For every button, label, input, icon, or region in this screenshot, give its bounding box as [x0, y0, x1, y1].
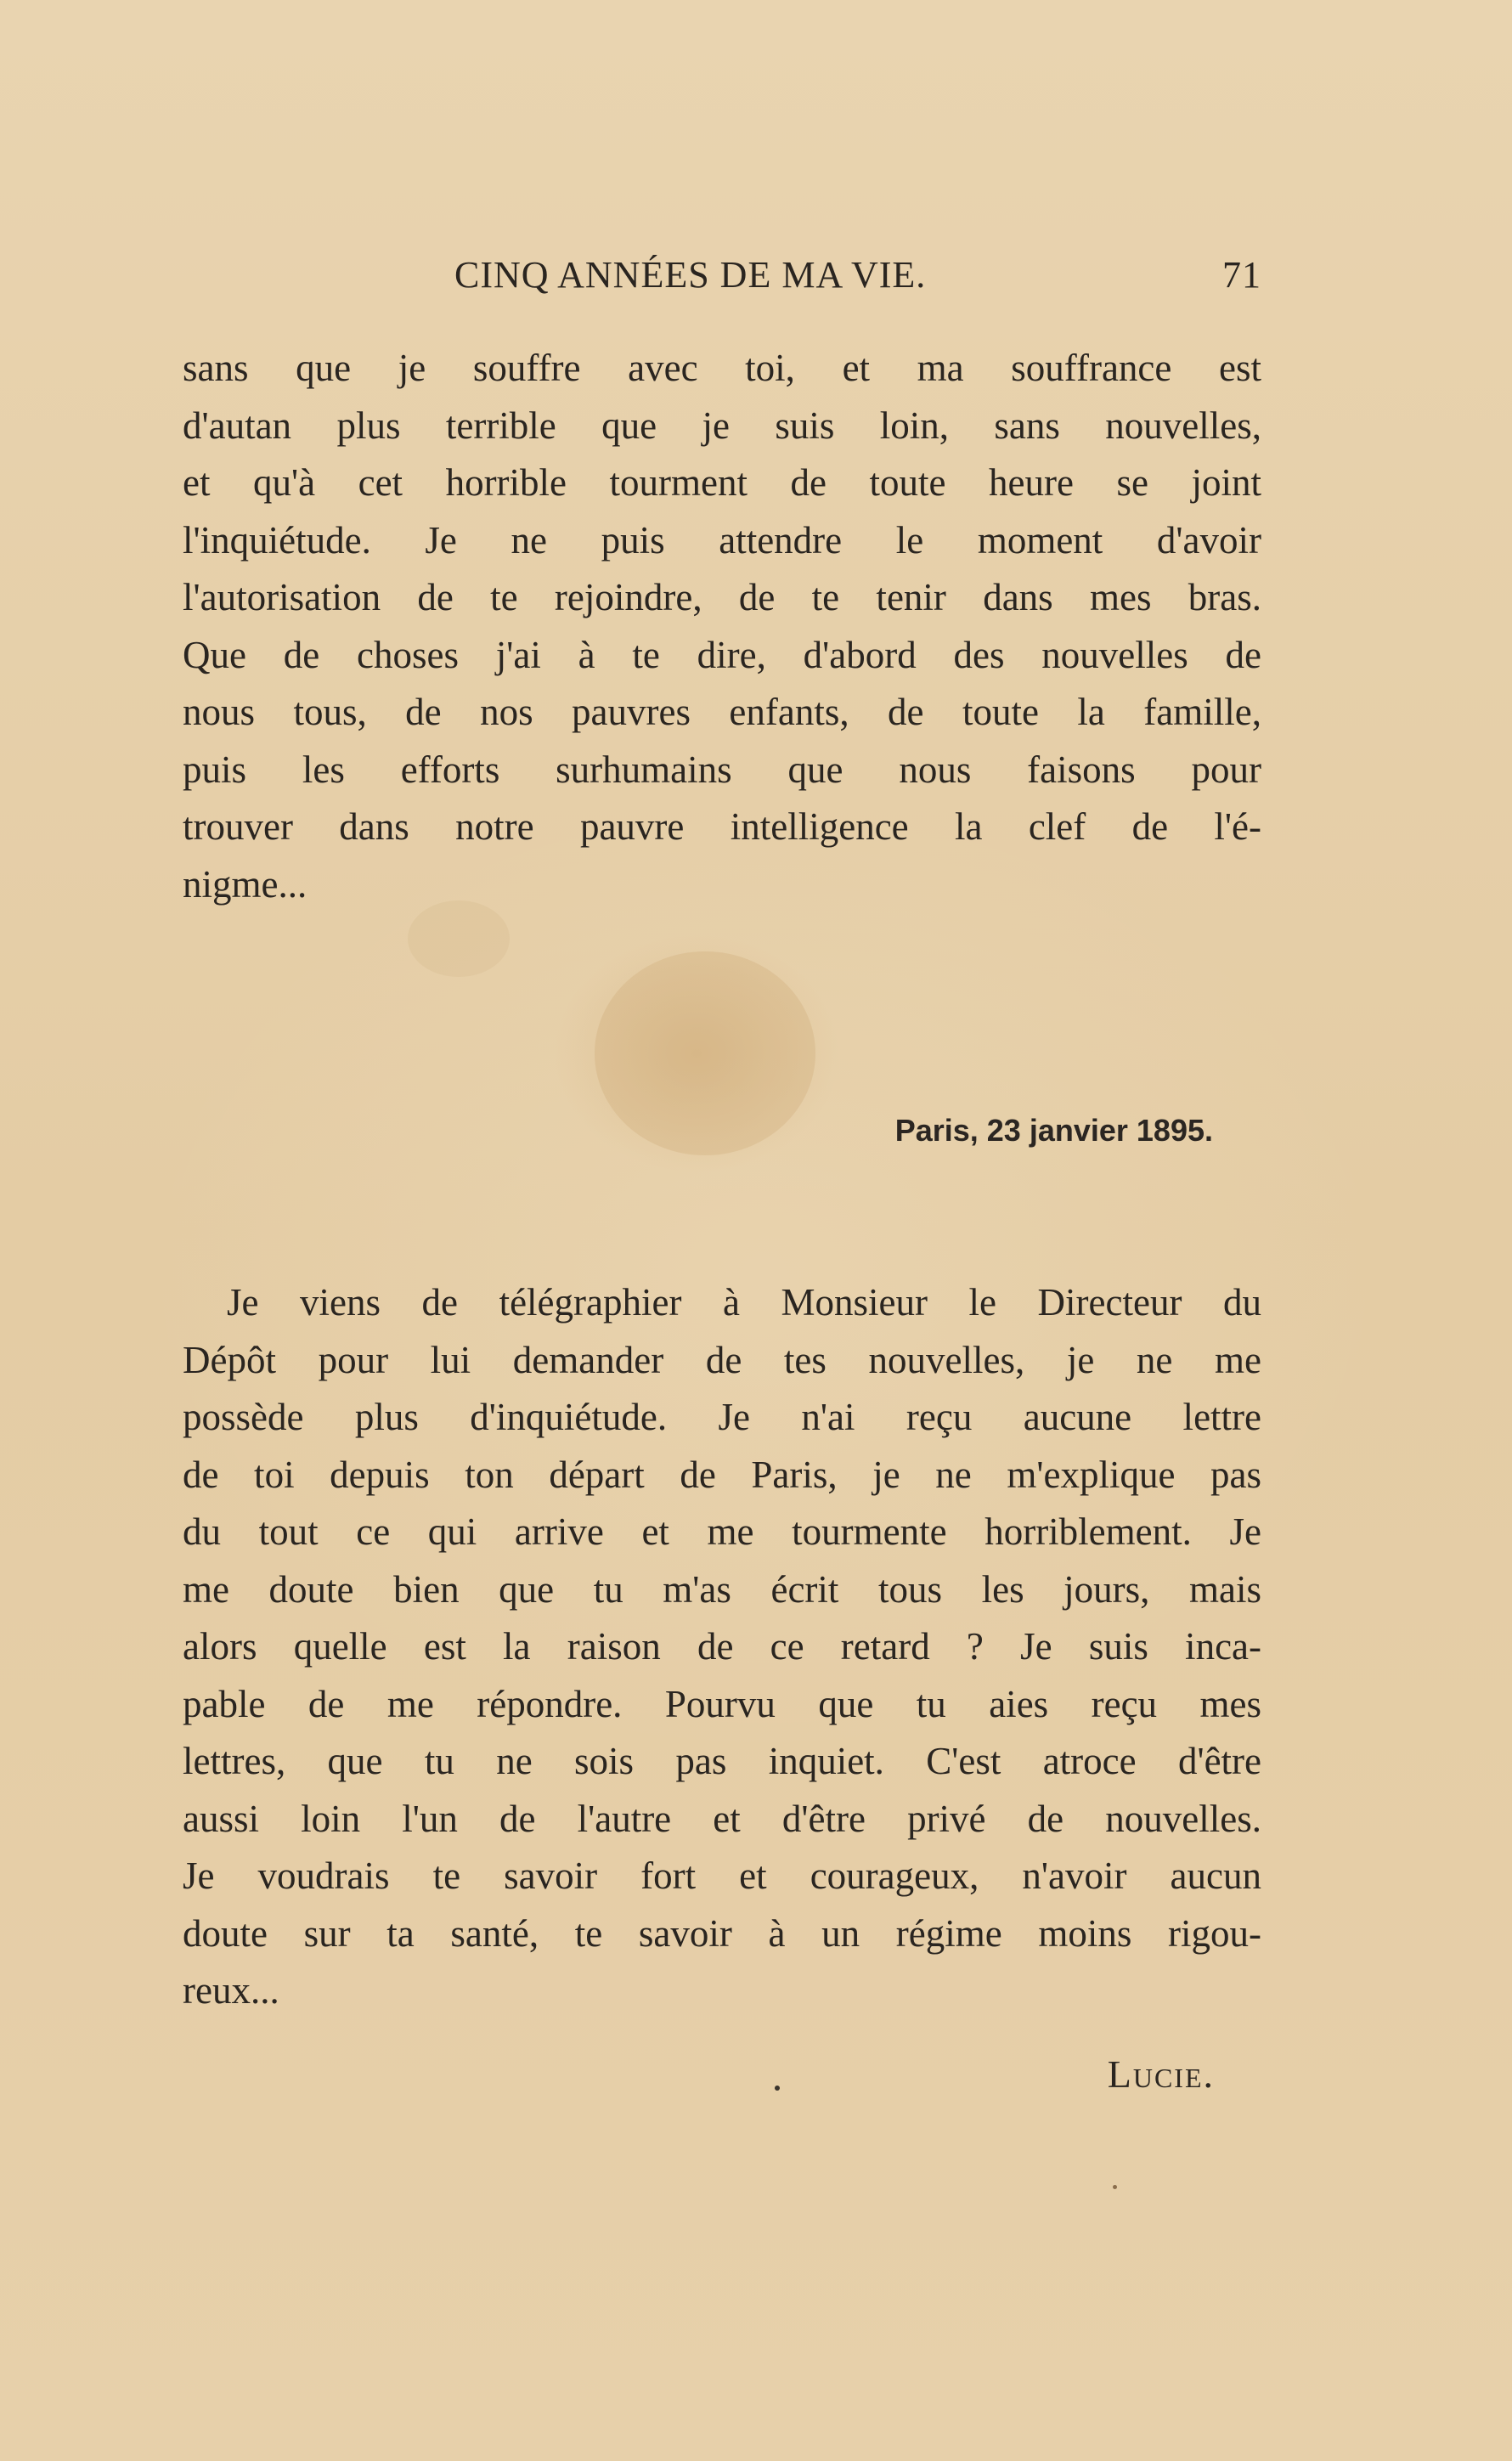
- text-line: lettres, que tu ne sois pas inquiet. C'est atroce d'être: [183, 1740, 1261, 1782]
- text-line: l'inquiétude. Je ne puis attendre le moment d'avoir: [183, 518, 1261, 562]
- text-line: nigme...: [183, 862, 307, 906]
- text-line: Je viens de télégraphier à Monsieur le Directeur du: [227, 1281, 1261, 1324]
- text-line: pable de me répondre. Pourvu que tu aies reçu mes: [183, 1682, 1261, 1725]
- text-line: et qu'à cet horrible tourment de toute heure se joint: [183, 461, 1261, 504]
- text-line: possède plus d'inquiétude. Je n'ai reçu aucune lettre: [183, 1396, 1261, 1438]
- paper-stain: [595, 951, 815, 1155]
- ink-speck: [1113, 2185, 1117, 2189]
- text-line: sans que je souffre avec toi, et ma souffrance est: [183, 347, 1261, 389]
- letter-dateline: Paris, 23 janvier 1895.: [894, 1113, 1213, 1148]
- text-line: Dépôt pour lui demander de tes nouvelles, je ne me: [183, 1338, 1261, 1381]
- ink-speck: [775, 2086, 780, 2091]
- text-line: me doute bien que tu m'as écrit tous les jours, mais: [183, 1567, 1261, 1611]
- text-line: de toi depuis ton départ de Paris, je ne m'explique pas: [183, 1453, 1261, 1496]
- text-line: doute sur ta santé, te savoir à un régime moins rigou-: [183, 1911, 1261, 1955]
- text-line: du tout ce qui arrive et me tourmente horriblement. Je: [183, 1510, 1261, 1553]
- page-number: 71: [1222, 254, 1261, 296]
- text-line: d'autan plus terrible que je suis loin, sans nouvelles,: [183, 404, 1261, 447]
- paragraph-2: [183, 1274, 1261, 2020]
- running-head-title: CINQ ANNÉES DE MA VIE.: [454, 254, 927, 296]
- signature: [1108, 2052, 1215, 2097]
- text-line: aussi loin l'un de l'autre et d'être privé de nouvelles.: [183, 1797, 1261, 1840]
- text-line: l'autorisation de te rejoindre, de te tenir dans mes bras.: [183, 576, 1261, 618]
- text-line: reux...: [183, 1969, 279, 2012]
- paragraph-1: [183, 340, 1261, 913]
- text-line: Que de choses j'ai à te dire, d'abord des nouvelles de: [183, 633, 1261, 676]
- text-line: Je voudrais te savoir fort et courageux, n'avoir aucun: [183, 1854, 1261, 1897]
- running-head: [183, 253, 1261, 304]
- text-line: trouver dans notre pauvre intelligence la clef de l'é-: [183, 805, 1261, 848]
- text-line: alors quelle est la raison de ce retard ? Je suis inca-: [183, 1625, 1261, 1668]
- text-line: puis les efforts surhumains que nous faisons pour: [183, 748, 1261, 791]
- signature-name: Lucie.: [1107, 2052, 1215, 2096]
- text-line: nous tous, de nos pauvres enfants, de toute la famille,: [183, 691, 1261, 733]
